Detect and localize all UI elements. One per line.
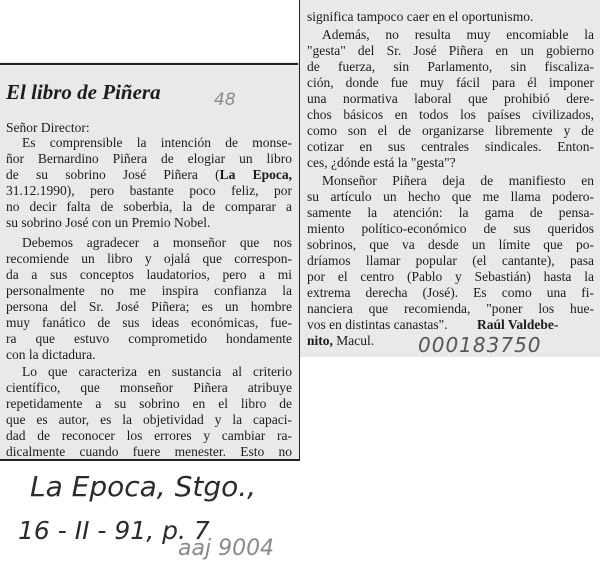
text-line: "gesta" del Sr. José Piñera en un gobierno (307, 43, 594, 58)
text-line: una normativa laboral que prohibió dere- (307, 91, 594, 106)
text-line: su artículo un hecho que me llama podero- (307, 189, 594, 204)
text-line: nanciera que recomienda, "poner los hue- (307, 301, 594, 316)
author-location (307, 333, 374, 349)
text-line: como son el de organizarse libremente y de (307, 123, 594, 138)
text-line: dad de reconocer los errores y cambiar ra- (6, 428, 292, 443)
text-line: ces, ¿dónde está la "gesta"? (307, 155, 456, 170)
text-line: miento político-económico de sus queridos (307, 221, 594, 236)
text-line: significa tampoco caer en el oportunismo. (307, 9, 534, 24)
text-line: vos en distintas canastas". (307, 317, 448, 332)
text-line: dríamos llamar popular (el cantante), pasa (307, 253, 594, 268)
author-name: Raúl Valdebe- (477, 317, 559, 332)
author-name-continued: nito, (307, 333, 333, 348)
text-line: Monseñor Piñera deja de manifiesto en (322, 173, 594, 188)
handwritten-source-note: La Epoca, Stgo., (30, 470, 257, 503)
text-line: repetidamente a su sobrino en el libro de (6, 396, 292, 411)
text-line: su sobrino José con un Premio Nobel. (6, 215, 211, 230)
text-line: que es autor, es la objetividad y la capaci- (6, 412, 292, 427)
text-line: chos básicos en todos los países civilizados, (307, 107, 594, 122)
archive-code-handwritten: aaj 9004 (178, 536, 275, 561)
text-line: ción, donde fue muy fácil para él imponer (307, 75, 594, 90)
column-divider (299, 0, 300, 460)
author-city: Macul. (332, 333, 375, 348)
text-line: no decir falta de soberbia, la de comparar a (6, 199, 292, 214)
page-mark-handwritten: 48 (214, 90, 236, 110)
handwritten-date-note: 16 - II - 91, p. 7 (18, 516, 210, 545)
text-line: 31.12.1990), pero bastante poco feliz, por (6, 183, 292, 198)
text-line: Es comprensible la intención de monse- (22, 135, 292, 150)
text-line: Debemos agradecer a monseñor que nos (22, 235, 292, 250)
source-reference: La Epoca, (219, 167, 292, 182)
text-line: con la dictadura. (6, 347, 96, 362)
text-line: de su sobrino José Piñera (La Epoca, (6, 167, 292, 182)
text-line: ra que estuvo comprometido hondamente (6, 331, 292, 346)
article-title: El libro de Piñera (6, 80, 161, 104)
text-line: Señor Director: (6, 120, 90, 135)
text-line: por el centro (Pablo y Sebastián) hasta la (307, 269, 594, 284)
text-line: ñor Bernardino Piñera de elogiar un libro (6, 151, 292, 166)
text-line: de fuerza, sin Parlamento, sin fiscaliza- (307, 59, 594, 74)
text-line: muy fanático de sus ideas económicas, fue- (6, 315, 292, 330)
text-line: personalmente no me inspira confianza la (6, 283, 292, 298)
text-line: cotizar en sus centrales sindicales. Enton- (307, 139, 594, 154)
text-line: científico, que monseñor Piñera atribuye (6, 380, 292, 395)
text-line: Además, no resulta muy encomiable la (322, 27, 594, 42)
catalog-number-handwritten: 000183750 (418, 333, 542, 357)
top-rule-left (0, 63, 298, 65)
text-line: Lo que caracteriza en sustancia al criterio (22, 364, 292, 379)
text-line: samente la atención: la gama de pensa- (307, 205, 594, 220)
text-line: sobrinos, que va desde un límite que po- (307, 237, 594, 252)
text-line: extrema derecha (José). Es como una fi- (307, 285, 594, 300)
text-line: dicalmente cuando fuere menester. Esto no (6, 444, 292, 459)
text-line: persona del Sr. José Piñera; es un hombre (6, 299, 292, 314)
text-line: recomiende un libro y ojalá que correspon- (6, 251, 292, 266)
text-line: da a sus conceptos laudatorios, pero a mi (6, 267, 292, 282)
